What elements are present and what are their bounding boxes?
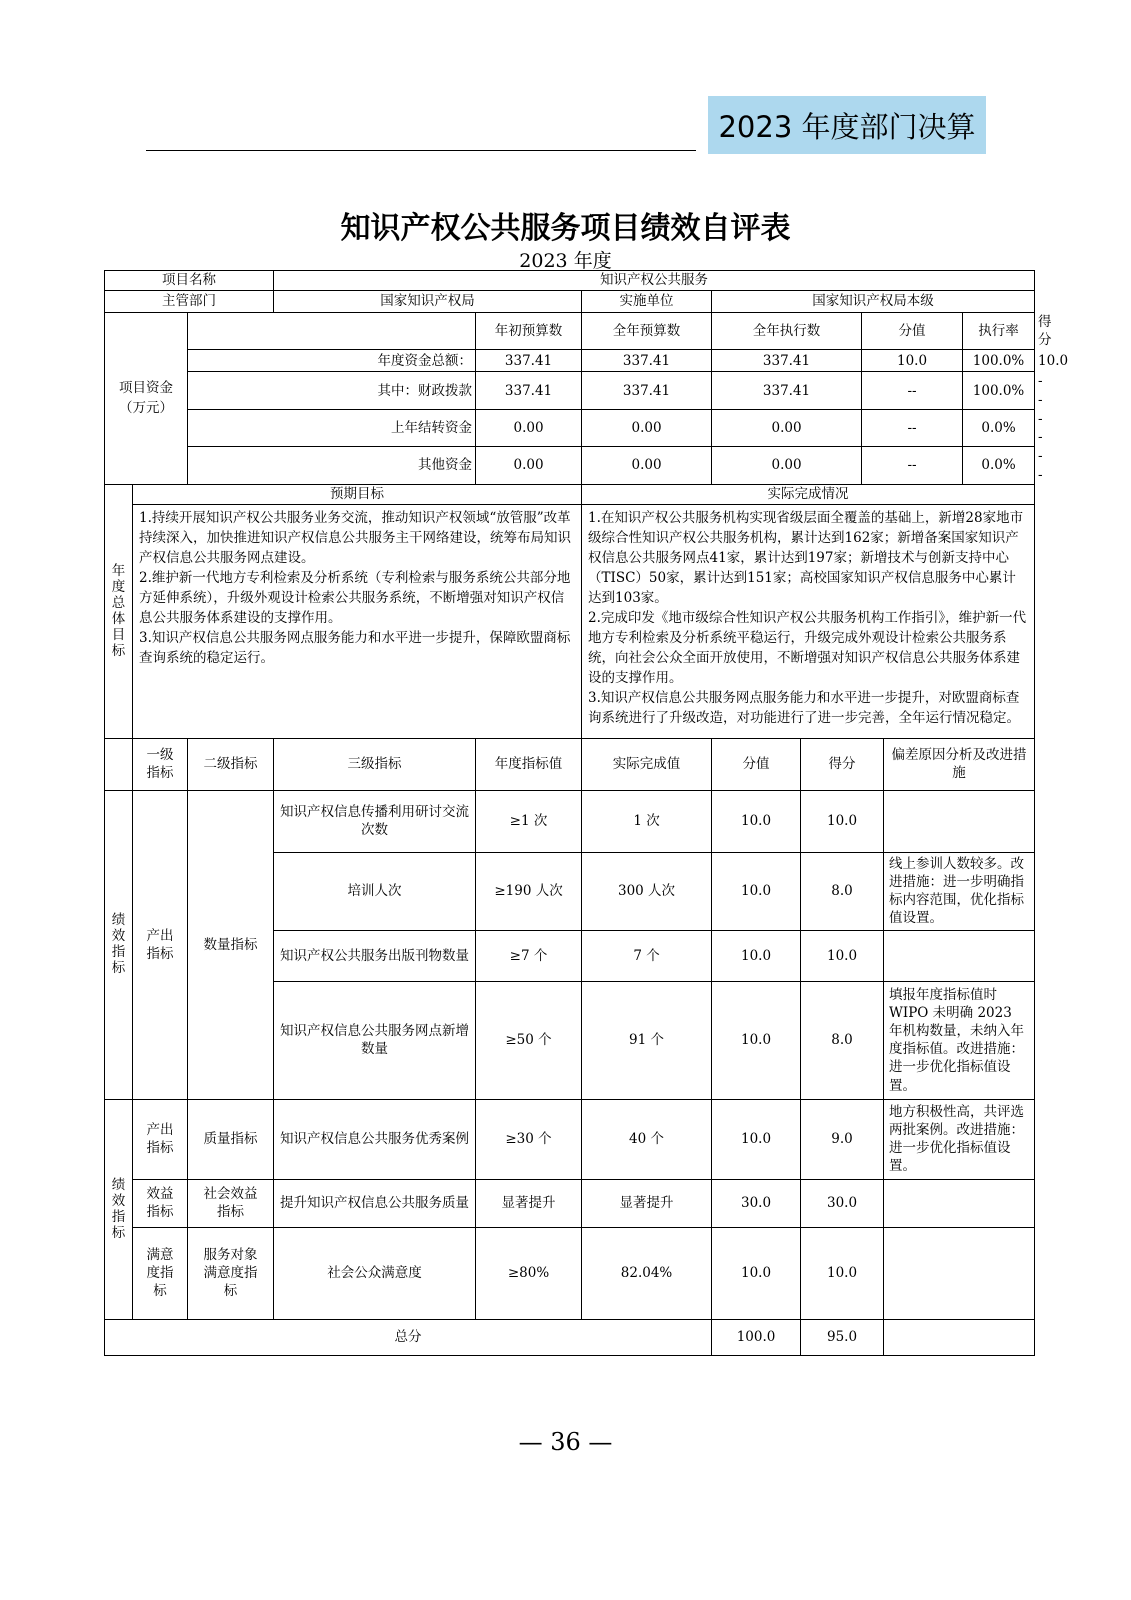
funds-cell: 337.41	[476, 372, 582, 409]
funds-cell: 10.0	[862, 350, 963, 372]
indicator-actual: 40 个	[582, 1099, 712, 1179]
total-score-value: 100.0	[712, 1319, 801, 1355]
indicator-actual: 300 人次	[582, 852, 712, 930]
indicator-header-level1: 一级指标	[133, 738, 188, 790]
funds-header-1: 全年预算数	[582, 313, 712, 350]
project-name: 知识产权公共服务	[274, 271, 1035, 291]
indicator-score: 10.0	[801, 1227, 884, 1319]
page-title: 知识产权公共服务项目绩效自评表	[340, 211, 791, 246]
funds-cell: --	[862, 372, 963, 409]
project-name-label: 项目名称	[105, 271, 274, 291]
funds-header-0: 年初预算数	[476, 313, 582, 350]
unit-value: 国家知识产权局本级	[712, 291, 1035, 313]
indicator-header-actual: 实际完成值	[582, 738, 712, 790]
indicator-actual: 7 个	[582, 930, 712, 981]
funds-cell: 0.0%	[963, 447, 1035, 484]
indicator-score-value: 10.0	[712, 790, 801, 852]
indicator-row	[105, 790, 1035, 852]
dept-value: 国家知识产权局	[274, 291, 582, 313]
total-note	[884, 1319, 1035, 1355]
indicator-score: 30.0	[801, 1179, 884, 1227]
indicator-actual: 91 个	[582, 981, 712, 1099]
goals-label: 年度总体目标	[105, 484, 133, 738]
indicator-note: 线上参训人数较多。改进措施：进一步明确指标内容范围，优化指标值设置。	[884, 852, 1035, 930]
goals-header-row	[105, 484, 1035, 504]
funds-label: 项目资金（万元）	[105, 313, 188, 485]
performance-group-label-2: 绩效指标	[105, 1099, 133, 1319]
indicator-note	[884, 930, 1035, 981]
funds-row: 上年结转资金 0.00 0.00 0.00 -- 0.0% --	[105, 409, 1035, 446]
goals-content-row	[105, 504, 1035, 738]
indicator-target: ≥80%	[476, 1227, 582, 1319]
indicator-note: 地方积极性高，共评选两批案例。改进措施：进一步优化指标值设置。	[884, 1099, 1035, 1179]
page-number: — 36 —	[518, 1428, 613, 1456]
funds-cell: 0.00	[476, 409, 582, 446]
funds-row-label: 上年结转资金	[188, 409, 476, 446]
indicator-header-score-value: 分值	[712, 738, 801, 790]
funds-row-label: 其中：财政拨款	[188, 372, 476, 409]
funds-cell: 100.0%	[963, 350, 1035, 372]
indicator-actual: 显著提升	[582, 1179, 712, 1227]
indicator-target: ≥50 个	[476, 981, 582, 1099]
indicator-actual: 82.04%	[582, 1227, 712, 1319]
indicator-target: ≥1 次	[476, 790, 582, 852]
funds-header-row: 项目资金（万元） 年初预算数 全年预算数 全年执行数 分值 执行率 得分	[105, 313, 1035, 350]
funds-cell: 0.00	[476, 447, 582, 484]
indicator-note	[884, 790, 1035, 852]
indicator-row	[105, 1099, 1035, 1179]
project-name-row	[105, 271, 1035, 291]
benefit-indicator-label: 效益指标	[133, 1179, 188, 1227]
indicator-score: 8.0	[801, 981, 884, 1099]
total-row	[105, 1319, 1035, 1355]
indicator-score-value: 10.0	[712, 930, 801, 981]
funds-header-blank	[188, 313, 476, 350]
funds-cell: 0.00	[582, 447, 712, 484]
actual-result-header: 实际完成情况	[582, 484, 1035, 504]
indicator-name: 知识产权信息公共服务优秀案例	[274, 1099, 476, 1179]
funds-cell: 337.41	[476, 350, 582, 372]
indicator-score: 9.0	[801, 1099, 884, 1179]
funds-cell: 0.00	[712, 447, 862, 484]
output-indicator-label-2: 产出指标	[133, 1099, 188, 1179]
funds-row: 其他资金 0.00 0.00 0.00 -- 0.0% --	[105, 447, 1035, 484]
indicator-target: ≥30 个	[476, 1099, 582, 1179]
indicator-note	[884, 1179, 1035, 1227]
funds-header-3: 分值	[862, 313, 963, 350]
indicator-name: 培训人次	[274, 852, 476, 930]
dept-label: 主管部门	[105, 291, 274, 313]
quantity-indicator-label: 数量指标	[188, 790, 274, 1099]
indicator-header-target: 年度指标值	[476, 738, 582, 790]
indicator-note	[884, 1227, 1035, 1319]
total-label: 总分	[105, 1319, 712, 1355]
funds-row: 年度资金总额： 337.41 337.41 337.41 10.0 100.0% 10.0	[105, 350, 1035, 372]
indicator-actual: 1 次	[582, 790, 712, 852]
expected-goal-header: 预期目标	[133, 484, 582, 504]
funds-row-label: 其他资金	[188, 447, 476, 484]
indicator-score-value: 10.0	[712, 1099, 801, 1179]
satisfaction-indicator-label: 满意度指标	[133, 1227, 188, 1319]
actual-result-text: 1.在知识产权公共服务机构实现省级层面全覆盖的基础上，新增28家地市级综合性知识产权公共服务机构，累计达到162家；新增备案国家知识产权信息公共服务网点41家，累计达到197家；新增技术与创新支持中心（TISC）50家，累计达到151家；高校国家知识产权信息服务中心累计达到103家。 2.完成印发《地市级综合性知识产权公共服务机构工作指引》，维护新一代地方专利检索及分析系统平稳运行，升级完成外观设计检索公共服务系统，向社会公众全面开放使用，不断增强对知识产权信息公共服务体系建设的支撑作用。 3.知识产权信息公共服务网点服务能力和水平进一步提升，对欧盟商标查询系统进行了升级改造，对功能进行了进一步完善，全年运行情况稳定。	[582, 504, 1035, 738]
indicator-target: ≥190 人次	[476, 852, 582, 930]
department-row	[105, 291, 1035, 313]
funds-cell: 337.41	[712, 372, 862, 409]
header-rule	[146, 150, 696, 151]
indicator-name: 知识产权公共服务出版刊物数量	[274, 930, 476, 981]
indicator-header-level2: 二级指标	[188, 738, 274, 790]
service-satisfaction-label: 服务对象满意度指标	[188, 1227, 274, 1319]
total-score: 95.0	[801, 1319, 884, 1355]
funds-header-2: 全年执行数	[712, 313, 862, 350]
indicator-note: 填报年度指标值时 WIPO 未明确 2023 年机构数量，未纳入年度指标值。改进措施：进一步优化指标值设置。	[884, 981, 1035, 1099]
funds-cell: 337.41	[582, 350, 712, 372]
indicator-header-level3: 三级指标	[274, 738, 476, 790]
indicator-score: 10.0	[801, 930, 884, 981]
social-benefit-label: 社会效益指标	[188, 1179, 274, 1227]
indicator-name: 知识产权信息传播利用研讨交流次数	[274, 790, 476, 852]
funds-cell: 0.00	[712, 409, 862, 446]
quality-indicator-label: 质量指标	[188, 1099, 274, 1179]
funds-cell: 0.0%	[963, 409, 1035, 446]
indicator-score-value: 10.0	[712, 981, 801, 1099]
output-indicator-label: 产出指标	[133, 790, 188, 1099]
header-badge: 2023 年度部门决算	[708, 96, 986, 154]
funds-cell: --	[862, 447, 963, 484]
indicator-score-value: 10.0	[712, 852, 801, 930]
funds-cell: 337.41	[712, 350, 862, 372]
page-subtitle: 2023 年度	[519, 250, 612, 272]
funds-row: 其中：财政拨款 337.41 337.41 337.41 -- 100.0% --	[105, 372, 1035, 409]
indicator-header-deviation: 偏差原因分析及改进措施	[884, 738, 1035, 790]
funds-cell: 0.00	[582, 409, 712, 446]
indicator-name: 社会公众满意度	[274, 1227, 476, 1319]
indicator-header-score: 得分	[801, 738, 884, 790]
indicator-target: 显著提升	[476, 1179, 582, 1227]
unit-label: 实施单位	[582, 291, 712, 313]
indicator-row	[105, 1227, 1035, 1319]
indicator-score: 8.0	[801, 852, 884, 930]
indicator-header-row	[105, 738, 1035, 790]
funds-cell: 100.0%	[963, 372, 1035, 409]
funds-cell: 337.41	[582, 372, 712, 409]
indicator-score-value: 10.0	[712, 1227, 801, 1319]
indicator-header-blank	[105, 738, 133, 790]
indicator-score-value: 30.0	[712, 1179, 801, 1227]
funds-cell: --	[862, 409, 963, 446]
expected-goal-text: 1.持续开展知识产权公共服务业务交流，推动知识产权领域“放管服”改革持续深入，加快推进知识产权信息公共服务主干网络建设，统筹布局知识产权信息公共服务网点建设。 2.维护新一代地方专利检索及分析系统（专利检索与服务系统公共部分地方延伸系统），升级外观设计检索公共服务系统，不断增强对知识产权信息公共服务体系建设的支撑作用。 3.知识产权信息公共服务网点服务能力和水平进一步提升，保障欧盟商标查询系统的稳定运行。	[133, 504, 582, 738]
indicator-score: 10.0	[801, 790, 884, 852]
funds-row-label: 年度资金总额：	[188, 350, 476, 372]
evaluation-table	[104, 270, 1069, 1356]
indicator-row	[105, 1179, 1035, 1227]
funds-header-4: 执行率	[963, 313, 1035, 350]
indicator-name: 知识产权信息公共服务网点新增数量	[274, 981, 476, 1099]
indicator-name: 提升知识产权信息公共服务质量	[274, 1179, 476, 1227]
performance-group-label: 绩效指标	[105, 790, 133, 1099]
indicator-target: ≥7 个	[476, 930, 582, 981]
